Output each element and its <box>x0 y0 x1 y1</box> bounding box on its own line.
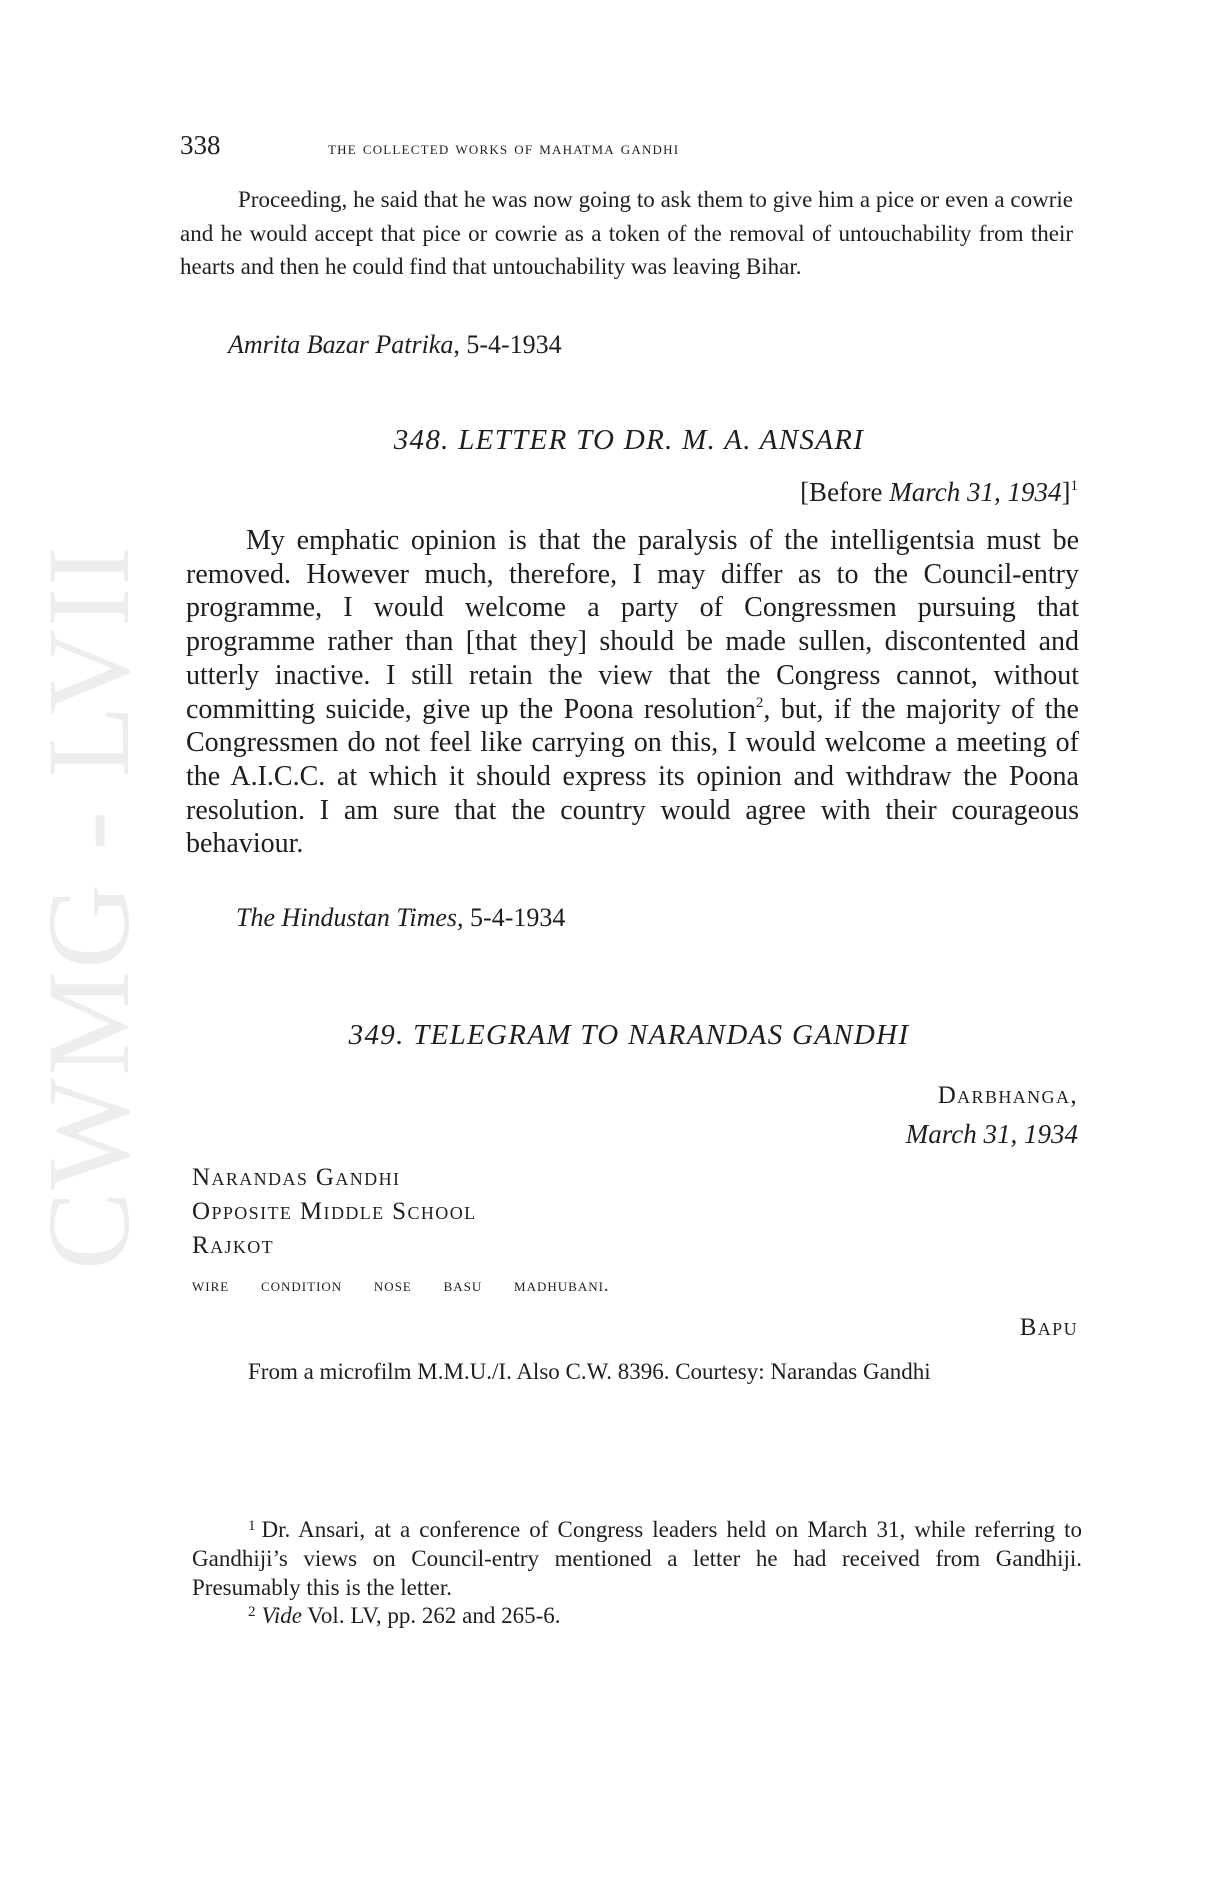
letter-date <box>800 477 1078 508</box>
date-prefix: [Before <box>800 477 890 507</box>
telegram-date <box>906 1119 1078 1150</box>
footnote-1-text: Dr. Ansari, at a conference of Congress leaders held on March 31, while referring to Gandhiji’s views on Council-entry mentioned a letter he had received from Gandhiji. Presumably this is the letter. <box>192 1517 1082 1600</box>
source-title: Amrita Bazar Patrika <box>228 330 454 359</box>
footnote-1 <box>192 1512 1082 1602</box>
source-date: , 5-4-1934 <box>453 330 562 359</box>
running-title: the collected works of mahatma gandhi <box>328 138 680 159</box>
running-header <box>180 130 1078 170</box>
telegram-date-text: March 31, 1934 <box>905 1119 1078 1149</box>
previous-item-paragraph: Proceeding, he said that he was now going to ask them to give him a pice or even a cowrie and he would accept that pice or cowrie as a token of the removal of untouchability from their hearts and then he could find that untouchability was leaving Bihar. <box>180 187 1073 279</box>
date-italic: March 31, 1934 <box>889 477 1062 507</box>
address-line-name: Narandas Gandhi <box>192 1164 401 1191</box>
telegram-place: Darbhanga, <box>937 1082 1078 1109</box>
previous-item-source <box>228 330 562 360</box>
telegram-message: wire condition nose basu madhubani. <box>192 1275 610 1296</box>
letter-body-part-1: My emphatic opinion is that the paralysis of the intelligentsia must be removed. However much, therefore, I may differ as to the Council-entry programme, I would welcome a party of Congressmen pursuing that programme rather than [that they] should be made sullen, discontented and utterly inactive. I still retain the view that the Congress cannot, without committing suicide, give up the Poona resolution <box>186 525 1079 725</box>
footnote-2-italic: Vide <box>261 1603 302 1628</box>
source-title: The Hindustan Times <box>236 903 458 932</box>
letter-body <box>186 524 1079 861</box>
date-suffix: ] <box>1061 477 1071 507</box>
footnote-ref-1: 1 <box>1070 478 1078 494</box>
page-number: 338 <box>180 130 221 160</box>
watermark: CWMG - LVII <box>23 544 154 1270</box>
source-date: , 5-4-1934 <box>457 903 566 932</box>
footnote-1-mark: 1 <box>248 1518 256 1534</box>
telegram-signature: Bapu <box>1019 1314 1078 1341</box>
letter-source <box>236 903 565 933</box>
footnote-2 <box>192 1598 1082 1630</box>
address-line-city: Rajkot <box>192 1232 275 1259</box>
letter-body-part-2: , but, if the majority of the Congressmen do not feel like carrying on this, I would welcome a meeting of the A.I.C.C. at which it should express its opinion and withdraw the Poona resolution. I am sure that the country would agree with their courageous behaviour. <box>186 693 1079 860</box>
section-heading-349: 349. TELEGRAM TO NARANDAS GANDHI <box>348 1019 910 1051</box>
footnote-2-text: Vol. LV, pp. 262 and 265-6. <box>301 1603 561 1628</box>
footnote-ref-2: 2 <box>755 694 764 711</box>
footnote-2-mark: 2 <box>248 1604 256 1620</box>
address-line-street: Opposite Middle School <box>192 1198 477 1225</box>
section-heading-348: 348. LETTER TO DR. M. A. ANSARI <box>393 424 865 456</box>
courtesy-note: From a microfilm M.M.U./I. Also C.W. 8396. Courtesy: Narandas Gandhi <box>248 1359 931 1384</box>
